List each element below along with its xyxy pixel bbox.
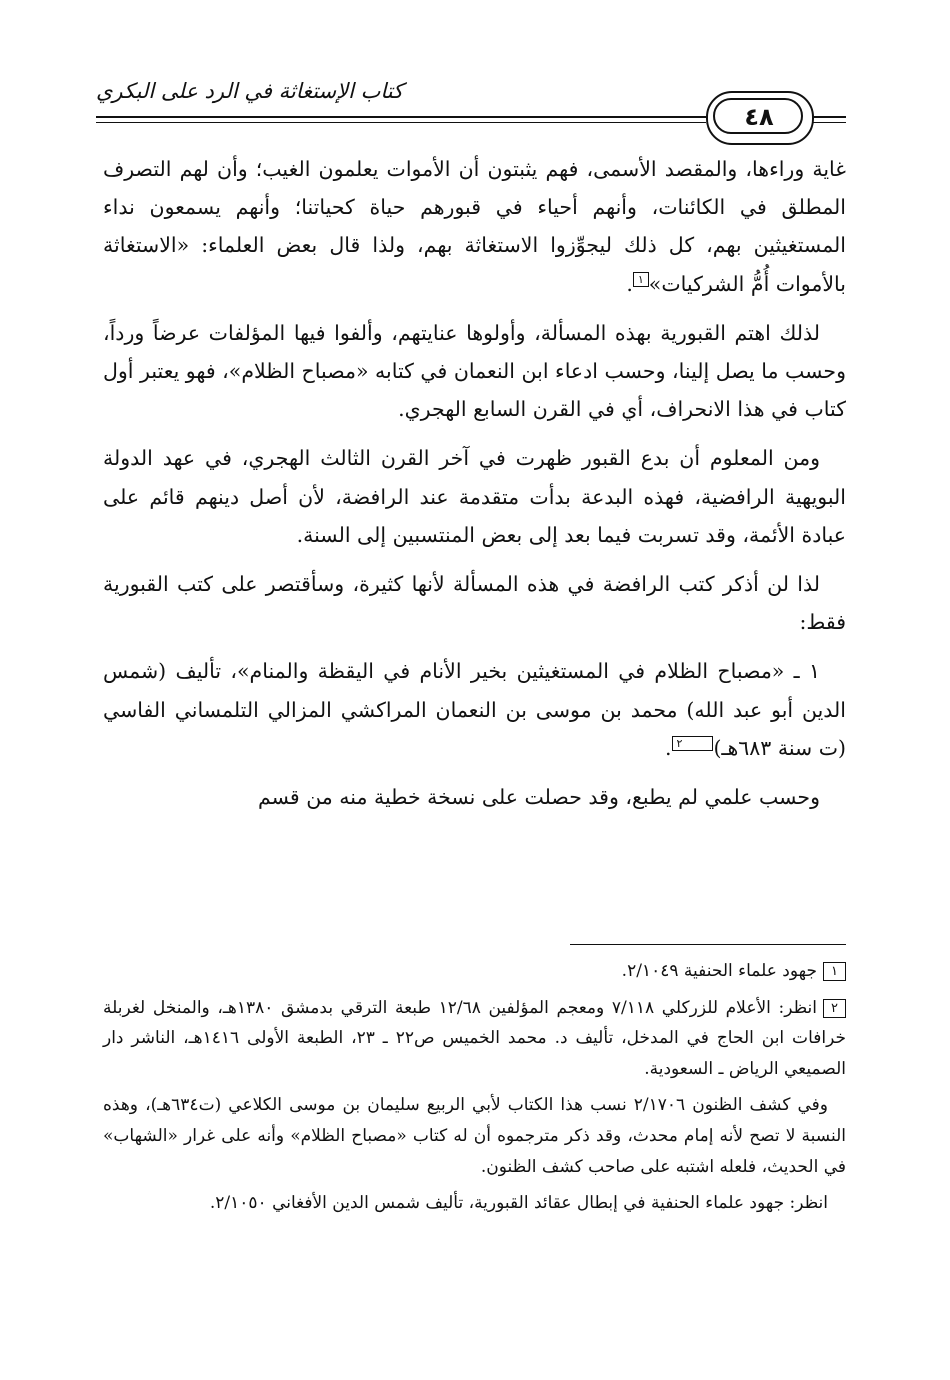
running-header-title: كتاب الإستغاثة في الرد على البكري — [96, 79, 404, 103]
footnote-text: وفي كشف الظنون ٢/١٧٠٦ نسب هذا الكتاب لأبي الربيع سليمان بن موسى الكلاعي (ت٦٣٤هـ)، وهذه النسبة لا تصح لأنه إمام محدث، وقد ذكر مترجموه أن له كتاب «مصباح الظلام» وأنه على غرار «الشهاب» في الحديث، فلعله اشتبه على صاحب كشف الظنون. — [103, 1095, 846, 1177]
paragraph-text: وحسب علمي لم يطبع، وقد حصلت على نسخة خطية منه من قسم — [257, 785, 820, 810]
header-rule-left-bottom — [96, 122, 706, 123]
footnote-continuation — [103, 1090, 846, 1182]
paragraph — [103, 778, 846, 816]
paragraph-text: ومن المعلوم أن بدع القبور ظهرت في آخر القرن الثالث الهجري، في عهد الدولة البويهية الرافضية، فهذه البدعة بدأت متقدمة عند الرافضة، لأن أصل دينهم قائم على عبادة الأئمة، وقد تسربت فيما بعد إلى بعض المنتسبين إلى السنة. — [103, 446, 846, 547]
paragraph-text: غاية وراءها، والمقصد الأسمى، فهم يثبتون أن الأموات يعلمون الغيب؛ وأن لهم التصرف المطلق في الكائنات، وأنهم أحياء في قبورهم حياة كحياتنا؛ وأنهم يسمعون نداء المستغيثين بهم، كل ذلك ليجوِّزوا الاستغاثة بهم، ولذا قال بعض العلماء: «الاستغاثة بالأموات أُمُّ الشركيات» — [103, 157, 846, 296]
footnote-ref[interactable]: ١ — [633, 272, 649, 287]
main-text — [103, 150, 846, 827]
header-rule-left-top — [96, 116, 706, 118]
footnote-number: ٢ — [823, 999, 846, 1018]
paragraph — [103, 652, 846, 767]
header-rule-right-bottom — [812, 122, 846, 123]
footnote-text: انظر: الأعلام للزركلي ٧/١١٨ ومعجم المؤلفين ١٢/٦٨ طبعة الترقي بدمشق ١٣٨٠هـ، والمنخل لغربلة خرافات ابن الحاج في المدخل، تأليف د. محمد الخميس ص٢٢ ـ ٢٣، الطبعة الأولى ١٤١٦هـ، الناشر دار الصميعي الرياض ـ السعودية. — [103, 997, 846, 1079]
paragraph — [103, 150, 846, 303]
footnote — [103, 956, 846, 987]
footnote — [103, 993, 846, 1085]
paragraph-end: . — [626, 271, 633, 296]
footnote-text: جهود علماء الحنفية ٢/١٠٤٩. — [621, 961, 818, 981]
paragraph — [103, 314, 846, 429]
page-number: ٤٨ — [744, 103, 774, 131]
header-rule-right-top — [812, 116, 846, 118]
footnotes — [103, 956, 846, 1225]
footnote-text: انظر: جهود علماء الحنفية في إبطال عقائد القبورية، تأليف شمس الدين الأفغاني ٢/١٠٥٠. — [209, 1193, 828, 1214]
footnote-separator — [570, 944, 846, 945]
paragraph-text: لذلك اهتم القبورية بهذه المسألة، وأولوها عنايتهم، وألفوا فيها المؤلفات عرضاً ورداً، وحسب ما يصل إلينا، وحسب ادعاء ابن النعمان في كتابه «مصباح الظلام»، فهو يعتبر أول كتاب في هذا الانحراف، أي في القرن السابع الهجري. — [103, 320, 846, 422]
footnote-ref[interactable]: ٢ — [672, 736, 714, 751]
paragraph-text: لذا لن أذكر كتب الرافضة في هذه المسألة لأنها كثيرة، وسأقتصر على كتب القبورية فقط: — [103, 572, 846, 635]
footnote-continuation — [103, 1188, 846, 1219]
paragraph — [103, 565, 846, 641]
paragraph — [103, 439, 846, 554]
paragraph-end: . — [664, 735, 672, 760]
footnote-number: ١ — [823, 962, 846, 981]
paragraph-text: ١ ـ «مصباح الظلام في المستغيثين بخير الأنام في اليقظة والمنام»، تأليف (شمس الدين أبو عبد الله) محمد بن موسى بن النعمان المراكشي المزالي التلمساني الفاسي (ت سنة ٦٨٣هـ) — [103, 659, 846, 760]
page-number-badge — [706, 91, 812, 143]
